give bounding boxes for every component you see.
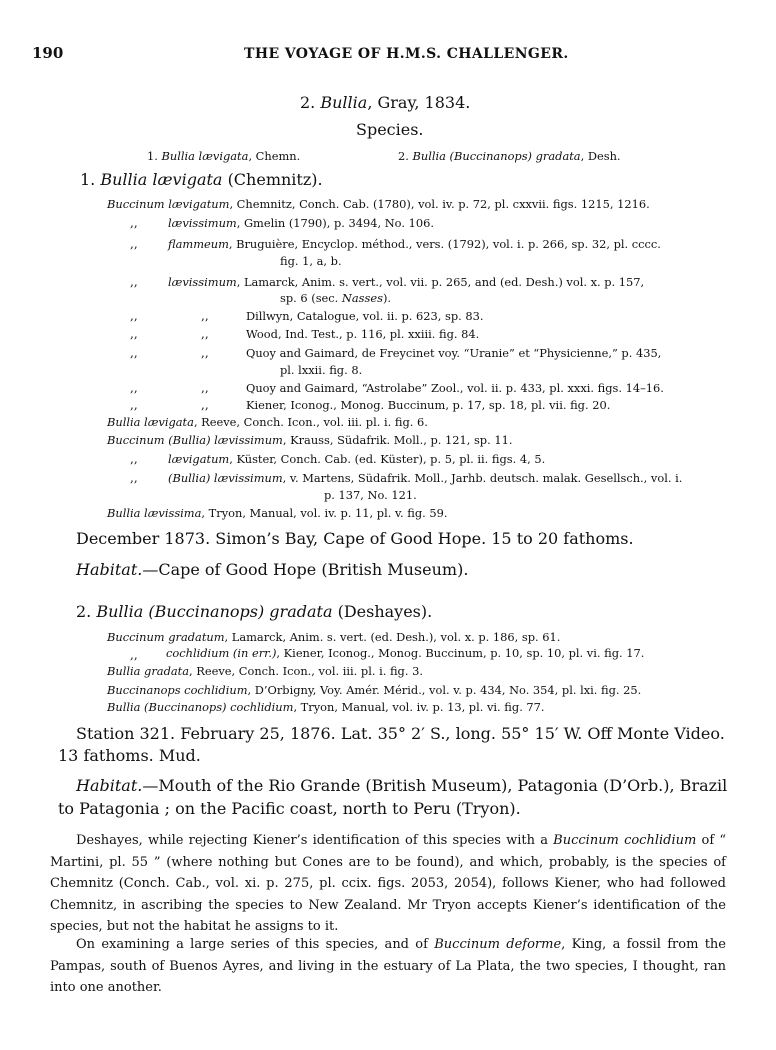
species-1-title: 1. Bullia lævigata (Chemnitz). xyxy=(80,170,323,189)
synonym-entry: Quoy and Gaimard, “Astrolabe” Zool., vol. ii. p. 433, pl. xxxi. figs. 14–16. xyxy=(246,381,664,395)
synonym-entry: ,, xyxy=(130,381,138,395)
synonym-continuation: sp. 6 (sec. Nasses). xyxy=(280,291,392,305)
synonym-entry: cochlidium (in err.), Kiener, Iconog., Monog. Buccinum, p. 10, sp. 10, pl. vi. fig. 17. xyxy=(166,646,645,660)
synonym-entry: Bullia gradata, Reeve, Conch. Icon., vol. iii. pl. i. fig. 3. xyxy=(107,664,423,678)
species-2-station-line-2: 13 fathoms. Mud. xyxy=(58,746,201,765)
synonym-entry: ,, xyxy=(201,327,209,341)
synonym-entry: ,, xyxy=(201,398,209,412)
synonym-entry: lævigatum, Küster, Conch. Cab. (ed. Küster), p. 5, pl. ii. figs. 4, 5. xyxy=(168,452,546,466)
synonym-continuation: p. 137, No. 121. xyxy=(324,488,417,502)
synonym-entry: Buccinanops cochlidium, D’Orbigny, Voy. Amér. Mérid., vol. v. p. 434, No. 354, pl. lxi. fig. 25. xyxy=(107,683,642,697)
synonym-entry: Buccinum gradatum, Lamarck, Anim. s. vert. (ed. Desh.), vol. x. p. 186, sp. 61. xyxy=(107,630,561,644)
species-heading: Species. xyxy=(356,120,424,139)
synonym-entry: Bullia lævigata, Reeve, Conch. Icon., vol. iii. pl. i. fig. 6. xyxy=(107,415,428,429)
synonym-entry: ,, xyxy=(130,648,138,662)
synonym-entry: Wood, Ind. Test., p. 116, pl. xxiii. fig. 84. xyxy=(246,327,480,341)
genus-number: 2. xyxy=(300,93,316,112)
synonym-entry: Buccinum (Bullia) lævissimum, Krauss, Südafrik. Moll., p. 121, sp. 11. xyxy=(107,433,513,447)
page-number: 190 xyxy=(32,44,64,62)
discussion-paragraph-1: Deshayes, while rejecting Kiener’s identification of this species with a Buccinum cochlidium of “ Martini, pl. 55 ” (where nothing but Cones are to be found), and which, probably, is the species of Chemnitz (Conch. Cab., vol. xi. p. 275, pl. ccix. figs. 2053, 2054), follows Kiener, who had followed Chemnitz, in ascribing the species to New Zealand. Mr Tryon accepts Kiener’s identification of the species, but not the habitat he assigns to it. xyxy=(50,833,727,934)
synonym-entry: Bullia lævissima, Tryon, Manual, vol. iv. p. 11, pl. v. fig. 59. xyxy=(107,506,448,520)
species-1-station: December 1873. Simon’s Bay, Cape of Good Hope. 15 to 20 fathoms. xyxy=(76,529,634,548)
discussion-paragraph-2: On examining a large series of this species, and of Buccinum deforme, King, a fossil from the Pampas, south of Buenos Ayres, and living in the estuary of La Plata, the two species, I thought, ran into one another. xyxy=(50,937,726,995)
genus-name: Bullia xyxy=(320,93,368,112)
synonym-entry: ,, xyxy=(201,346,209,360)
synonym-entry: ,, xyxy=(130,471,138,485)
synonym-entry: ,, xyxy=(130,452,138,466)
species-2-habitat-line-2: to Patagonia ; on the Pacific coast, north to Peru (Tryon). xyxy=(58,799,521,818)
synonym-entry: ,, xyxy=(130,398,138,412)
synonym-entry: ,, xyxy=(130,237,138,251)
species-2-title: 2. Bullia (Buccinanops) gradata (Deshayes). xyxy=(76,602,433,621)
species-list-item-1: 1. Bullia lævigata, Chemn. xyxy=(147,149,301,163)
species-2-habitat-line-1: Habitat.—Mouth of the Rio Grande (British Museum), Patagonia (D’Orb.), Brazil xyxy=(76,776,728,795)
synonym-entry: ,, xyxy=(130,327,138,341)
synonym-entry: ,, xyxy=(201,381,209,395)
synonym-entry: ,, xyxy=(201,309,209,323)
species-1-habitat: Habitat.—Cape of Good Hope (British Museum). xyxy=(76,560,469,579)
species-list-item-2: 2. Bullia (Buccinanops) gradata, Desh. xyxy=(398,149,621,163)
synonym-entry: Bullia (Buccinanops) cochlidium, Tryon, Manual, vol. iv. p. 13, pl. vi. fig. 77. xyxy=(107,700,545,714)
synonym-entry: Kiener, Iconog., Monog. Buccinum, p. 17, sp. 18, pl. vii. fig. 20. xyxy=(246,398,611,412)
synonym-entry: Dillwyn, Catalogue, vol. ii. p. 623, sp. 83. xyxy=(246,309,484,323)
synonym-entry: ,, xyxy=(130,346,138,360)
synonym-entry: (Bullia) lævissimum, v. Martens, Südafrik. Moll., Jarhb. deutsch. malak. Gesellsch., vol. i. xyxy=(168,471,683,485)
synonym-entry: ,, xyxy=(130,309,138,323)
genus-author: , Gray, 1834. xyxy=(367,93,471,112)
synonym-entry: lævissimum, Gmelin (1790), p. 3494, No. 106. xyxy=(168,216,434,230)
synonym-continuation: pl. lxxii. fig. 8. xyxy=(280,363,363,377)
synonym-continuation: fig. 1, a, b. xyxy=(280,254,342,268)
synonym-entry: Buccinum lævigatum, Chemnitz, Conch. Cab. (1780), vol. iv. p. 72, pl. cxxvii. figs. 1215, 1216. xyxy=(107,197,650,211)
species-2-station-line-1: Station 321. February 25, 1876. Lat. 35° 2′ S., long. 55° 15′ W. Off Monte Video. xyxy=(76,724,725,743)
synonym-entry: flammeum, Bruguière, Encyclop. méthod., vers. (1792), vol. i. p. 266, sp. 32, pl. cccc. xyxy=(168,237,661,251)
synonym-entry: lævissimum, Lamarck, Anim. s. vert., vol. vii. p. 265, and (ed. Desh.) vol. x. p. 157, xyxy=(168,275,645,289)
synonym-entry: ,, xyxy=(130,216,138,230)
genus-heading xyxy=(300,93,470,112)
synonym-entry: ,, xyxy=(130,275,138,289)
synonym-entry: Quoy and Gaimard, de Freycinet voy. “Uranie” et “Physicienne,” p. 435, xyxy=(246,346,662,360)
running-title: THE VOYAGE OF H.M.S. CHALLENGER. xyxy=(244,46,569,62)
